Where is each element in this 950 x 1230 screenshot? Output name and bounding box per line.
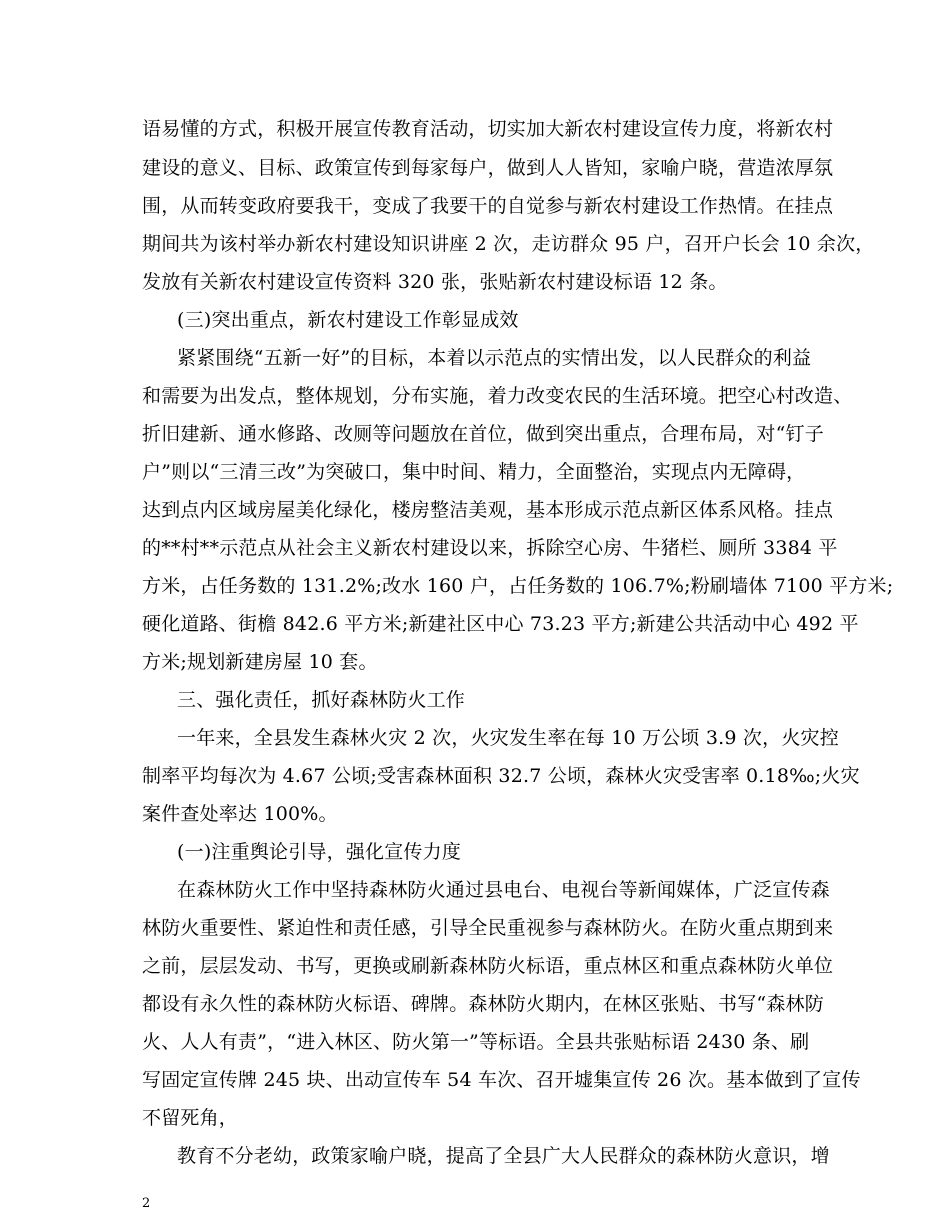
text-line: 不留死角，: [142, 1107, 239, 1129]
text-line: 语易懂的方式，积极开展宣传教育活动，切实加大新农村建设宣传力度，将新农村: [142, 118, 834, 140]
text-line: 达到点内区域房屋美化绿化，楼房整洁美观，基本形成示范点新区体系风格。挂点: [142, 499, 834, 521]
text-line: 的**村**示范点从社会主义新农村建设以来，拆除空心房、牛猪栏、厕所 3384 平: [142, 537, 838, 559]
text-line: 发放有关新农村建设宣传资料 320 张，张贴新农村建设标语 12 条。: [142, 271, 728, 293]
text-line: 林防火重要性、紧迫性和责任感，引导全民重视参与森林防火。在防火重点期到来: [142, 917, 834, 939]
section-heading: (三)突出重点，新农村建设工作彰显成效: [177, 309, 519, 331]
text-line: 制率平均每次为 4.67 公顷;受害森林面积 32.7 公顷，森林火灾受害率 0.18‰;火灾: [142, 765, 860, 787]
text-line: 之前，层层发动、书写，更换或刷新森林防火标语，重点林区和重点森林防火单位: [142, 955, 834, 977]
text-line: 方米，占任务数的 131.2%;改水 160 户，占任务数的 106.7%;粉刷墙体 7100 平方米;: [142, 575, 894, 597]
text-line: 建设的意义、目标、政策宣传到每家每户，做到人人皆知，家喻户晓，营造浓厚氛: [142, 157, 834, 179]
text-line: 案件查处率达 100%。: [142, 803, 338, 825]
page-number: 2: [142, 1196, 151, 1211]
text-line: 期间共为该村举办新农村建设知识讲座 2 次，走访群众 95 户，召开户长会 10 余次，: [142, 233, 875, 255]
text-line: 折旧建新、通水修路、改厕等问题放在首位，做到突出重点，合理布局，对“钉子: [142, 423, 824, 445]
text-line: 都设有永久性的森林防火标语、碑牌。森林防火期内，在林区张贴、书写“森林防: [142, 993, 824, 1015]
text-line: 和需要为出发点，整体规划，分布实施，着力改变农民的生活环境。把空心村改造、: [142, 385, 853, 407]
text-line: 在森林防火工作中坚持森林防火通过县电台、电视台等新闻媒体，广泛宣传森: [177, 879, 830, 901]
text-line: 紧紧围绕“五新一好”的目标，本着以示范点的实情出发，以人民群众的利益: [177, 347, 812, 369]
text-line: 一年来，全县发生森林火灾 2 次，火灾发生率在每 10 万公顷 3.9 次，火灾控: [177, 727, 839, 749]
section-heading: 三、强化责任，抓好森林防火工作: [177, 689, 466, 711]
text-line: 火、人人有责”，“进入林区、防火第一”等标语。全县共张贴标语 2430 条、刷: [142, 1031, 810, 1053]
text-line: 户”则以“三清三改”为突破口，集中时间、精力，全面整治，实现点内无障碍，: [142, 461, 806, 483]
section-heading: (一)注重舆论引导，强化宣传力度: [177, 841, 462, 863]
text-line: 写固定宣传牌 245 块、出动宣传车 54 车次、召开墟集宣传 26 次。基本做到了宣传: [142, 1069, 861, 1091]
text-line: 教育不分老幼，政策家喻户晓，提高了全县广大人民群众的森林防火意识，增: [177, 1145, 830, 1167]
text-line: 围，从而转变政府要我干，变成了我要干的自觉参与新农村建设工作热情。在挂点: [142, 195, 834, 217]
text-line: 硬化道路、街檐 842.6 平方米;新建社区中心 73.23 平方;新建公共活动中心 492 平: [142, 613, 859, 635]
text-line: 方米;规划新建房屋 10 套。: [142, 651, 378, 673]
